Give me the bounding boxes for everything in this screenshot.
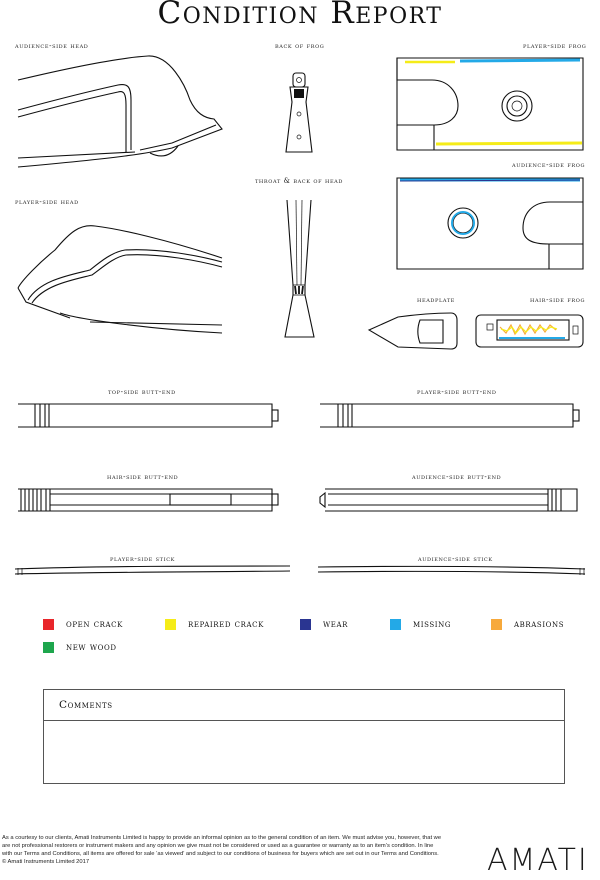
player-side-butt-end-drawing bbox=[320, 404, 579, 427]
legend-label: wear bbox=[323, 618, 349, 630]
legend-repaired-crack bbox=[165, 617, 264, 631]
legend-label: open crack bbox=[66, 618, 123, 630]
label-player-side-frog: player-side frog bbox=[523, 42, 587, 50]
legend-label: missing bbox=[413, 618, 452, 630]
top-side-butt-end-drawing bbox=[18, 404, 278, 427]
legend-wear bbox=[300, 617, 348, 631]
legend-label: abrasions bbox=[514, 618, 565, 630]
player-side-frog-drawing bbox=[397, 58, 583, 150]
audience-side-butt-end-drawing bbox=[320, 489, 577, 511]
comments-title: Comments bbox=[59, 699, 113, 711]
label-player-side-stick: player-side stick bbox=[110, 555, 175, 563]
legend-missing bbox=[390, 617, 451, 631]
label-hair-side-frog: hair-side frog bbox=[530, 296, 586, 304]
comments-header bbox=[44, 690, 564, 721]
audience-side-frog-drawing bbox=[397, 178, 583, 269]
legend-label: repaired crack bbox=[188, 618, 264, 630]
legend-open-crack bbox=[43, 617, 123, 631]
throat-back-of-head-drawing bbox=[285, 200, 314, 337]
hair-side-butt-end-drawing bbox=[18, 489, 278, 511]
label-throat-back-of-head: throat & back of head bbox=[255, 177, 344, 185]
hair-side-frog-drawing bbox=[476, 315, 583, 347]
label-audience-side-frog: audience-side frog bbox=[512, 161, 586, 169]
legend-abrasions bbox=[491, 617, 564, 631]
label-player-side-head: player-side head bbox=[15, 198, 79, 206]
label-audience-side-butt-end: audience-side butt-end bbox=[412, 473, 502, 481]
legend-swatch bbox=[165, 619, 176, 630]
legend-new-wood bbox=[43, 640, 117, 654]
audience-side-stick-drawing bbox=[318, 566, 585, 575]
label-headplate: headplate bbox=[417, 296, 456, 304]
amati-logo: AMATI bbox=[487, 843, 589, 878]
legend-label: new wood bbox=[66, 641, 117, 653]
audience-side-head-drawing bbox=[18, 56, 222, 167]
legend-swatch bbox=[43, 619, 54, 630]
player-side-stick-drawing bbox=[15, 566, 290, 575]
comments-area[interactable] bbox=[44, 721, 564, 783]
player-side-head-drawing bbox=[18, 226, 222, 333]
label-hair-side-butt-end: hair-side butt-end bbox=[107, 473, 179, 481]
comments-box bbox=[43, 689, 565, 784]
label-back-of-frog: back of frog bbox=[275, 42, 325, 50]
label-audience-side-head: audience-side head bbox=[15, 42, 89, 50]
legend-swatch bbox=[300, 619, 311, 630]
legend-swatch bbox=[491, 619, 502, 630]
disclaimer-text: As a courtesy to our clients, Amati Instruments Limited is happy to provide an informal opinion as to the general condition of an item. We must advise you, however, that we are not professional restorers or instrument makers and any opinion we give must not be considered or used as a guarantee or warranty as to an item’s condition. In line with our Terms and Conditions, all items are offered for sale ‘as viewed’ and subject to our conditions of business for buyers which are set out in our Terms and Conditions. © Amati Instruments Limited 2017 bbox=[2, 835, 442, 865]
legend-swatch bbox=[43, 642, 54, 653]
legend-swatch bbox=[390, 619, 401, 630]
page-title: Condition Report bbox=[157, 0, 443, 31]
label-top-side-butt-end: top-side butt-end bbox=[108, 388, 176, 396]
label-player-side-butt-end: player-side butt-end bbox=[417, 388, 497, 396]
back-of-frog-drawing bbox=[286, 73, 312, 152]
label-audience-side-stick: audience-side stick bbox=[418, 555, 493, 563]
headplate-drawing bbox=[369, 313, 457, 349]
